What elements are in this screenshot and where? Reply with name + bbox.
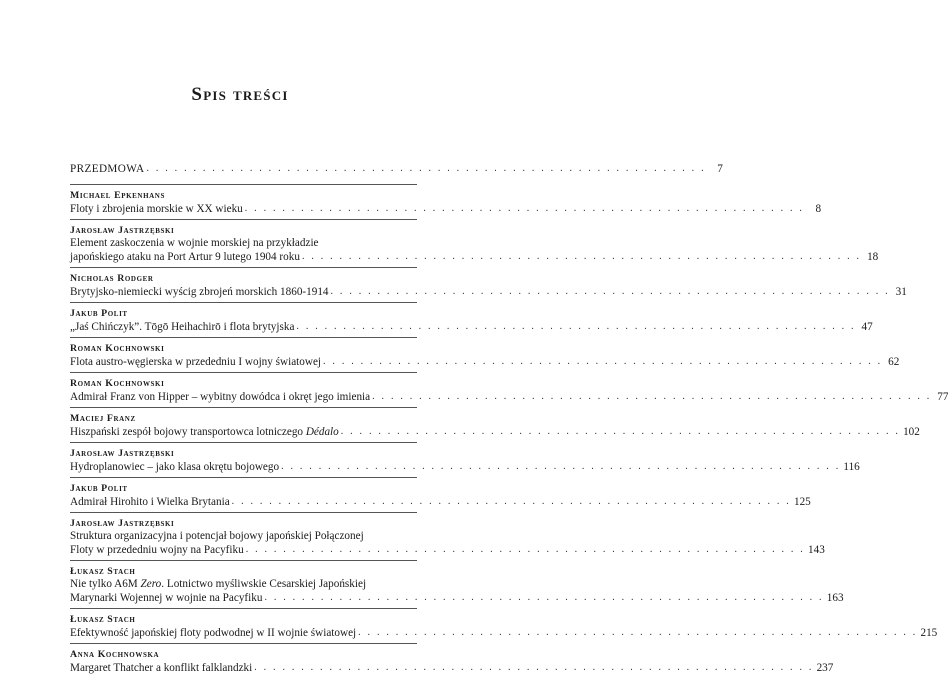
page-number: 62 — [888, 356, 900, 368]
title-line-with-page — [70, 355, 900, 369]
title-text: Nie tylko A6M — [70, 578, 141, 590]
page-number: 31 — [895, 286, 907, 298]
title-text: Marynarki Wojennej w wojnie na Pacyfiku — [70, 592, 263, 604]
toc-entry[interactable] — [70, 477, 811, 512]
title-line-with-page — [70, 543, 825, 557]
preface-label: PRZEDMOWA — [70, 163, 145, 175]
leader-dots: . . . . . . . . . . . . . . . . . . . . . . . . . . . . . . . . . . . . . . . . . . . . . . . . . . . . . . . . . . . . — [254, 662, 814, 673]
toc-entry[interactable] — [70, 184, 822, 219]
title-line-with-page — [70, 320, 873, 334]
author-name: Jarosław Jastrzębski — [70, 518, 175, 529]
entry-title — [70, 391, 372, 404]
title-text: . Lotnictwo myśliwskie Cesarskiej Japońskiej — [161, 578, 367, 590]
title-text: japońskiego ataku na Port Artur 9 lutego 1904 roku — [70, 251, 300, 263]
author-name: Maciej Franz — [70, 413, 136, 424]
toc-entry[interactable] — [70, 407, 920, 442]
entry-title — [70, 426, 341, 439]
title-line-with-page — [70, 661, 834, 675]
page-number: 237 — [816, 662, 834, 674]
title-text: Floty w przededniu wojny na Pacyfiku — [70, 544, 244, 556]
entry-title — [70, 461, 281, 474]
page-number: 7 — [717, 163, 723, 175]
page-number: 8 — [815, 203, 822, 215]
toc-entries — [70, 184, 948, 678]
title-line-with-page — [70, 591, 844, 605]
leader-dots: . . . . . . . . . . . . . . . . . . . . . . . . . . . . . . . . . . . . . . . . . . . . . . . . . . . . . . . . . . . . — [296, 321, 856, 332]
author-name: Jarosław Jastrzębski — [70, 225, 175, 236]
title-line: Struktura organizacyjna i potencjał bojowy japońskiej Połączonej — [70, 530, 364, 542]
toc-entry[interactable] — [70, 372, 948, 407]
author-name: Jakub Polit — [70, 483, 128, 494]
author-name: Jarosław Jastrzębski — [70, 448, 175, 459]
title-text: Margaret Thatcher a konflikt falklandzki — [70, 662, 253, 674]
toc-entry[interactable] — [70, 337, 900, 372]
title-text: Admirał Franz von Hipper – wybitny dowódca i okręt jego imienia — [70, 391, 371, 403]
page-number: 77 — [937, 391, 948, 403]
entry-title — [70, 251, 302, 264]
leader-dots: . . . . . . . . . . . . . . . . . . . . . . . . . . . . . . . . . . . . . . . . . . . . . . . . . . . . . . . . . . . . — [244, 203, 805, 214]
page-number: 102 — [903, 426, 920, 438]
title-line-with-page — [70, 495, 811, 509]
leader-dots: . . . . . . . . . . . . . . . . . . . . . . . . . . . . . . . . . . . . . . . . . . . . . . . . . . . . . . . . . . . . — [358, 627, 918, 638]
page-number: 47 — [861, 321, 873, 333]
leader-dots: . . . . . . . . . . . . . . . . . . . . . . . . . . . . . . . . . . . . . . . . . . . . . . . . . . . . . . . . . . . . — [330, 286, 890, 297]
toc-entry[interactable] — [70, 442, 860, 477]
title-italic: Zero — [140, 578, 162, 590]
leader-dots: . . . . . . . . . . . . . . . . . . . . . . . . . . . . . . . . . . . . . . . . . . . . . . . . . . . . . . . . . . . . — [146, 163, 706, 174]
toc-entry[interactable] — [70, 302, 873, 337]
entry-title — [70, 203, 245, 216]
toc-entry[interactable] — [70, 219, 879, 267]
title-text: Admirał Hirohito i Wielka Brytania — [70, 496, 230, 508]
entry-title — [70, 286, 331, 299]
leader-dots: . . . . . . . . . . . . . . . . . . . . . . . . . . . . . . . . . . . . . . . . . . . . . . . . . . . . . . . . . . . . — [281, 461, 841, 472]
title-line-with-page — [70, 390, 948, 404]
entry-title — [70, 662, 254, 675]
title-text: Brytyjsko-niemiecki wyścig zbrojeń morskich 1860-1914 — [70, 286, 329, 298]
page-number: 125 — [793, 496, 811, 508]
title-text: Efektywność japońskiej floty podwodnej w II wojnie światowej — [70, 627, 357, 639]
title-line-with-page — [70, 250, 879, 264]
toc-entry[interactable] — [70, 267, 907, 302]
title-text: Floty i zbrojenia morskie w XX wieku — [70, 203, 243, 215]
toc-entry[interactable] — [70, 643, 834, 678]
entry-title — [70, 544, 246, 557]
entry-title — [70, 592, 264, 605]
toc-preface[interactable] — [70, 162, 723, 176]
page-number: 143 — [808, 544, 825, 556]
page-number: 116 — [843, 461, 860, 473]
title-line-with-page — [70, 626, 938, 640]
title-line-with-page — [70, 202, 822, 216]
entry-title — [70, 321, 296, 334]
entry-title — [70, 627, 358, 640]
leader-dots: . . . . . . . . . . . . . . . . . . . . . . . . . . . . . . . . . . . . . . . . . . . . . . . . . . . . . . . . . . . . — [340, 426, 901, 437]
author-name: Łukasz Stach — [70, 614, 136, 625]
title-text: Hiszpański zespół bojowy transportowca lotniczego — [70, 426, 304, 438]
page-number: 215 — [920, 627, 938, 639]
page-number: 163 — [826, 592, 844, 604]
author-name: Jakub Polit — [70, 308, 128, 319]
author-name: Nicholas Rodger — [70, 273, 154, 284]
toc-entry[interactable] — [70, 512, 825, 560]
page-number: 18 — [867, 251, 879, 263]
toc-entry[interactable] — [70, 560, 844, 608]
entry-title — [70, 496, 232, 509]
table-of-contents — [70, 162, 948, 678]
title-line: Element zaskoczenia w wojnie morskiej na przykładzie — [70, 237, 319, 249]
title-text: Hydroplanowiec – jako klasa okrętu bojowego — [70, 461, 280, 473]
title-text: Flota austro-węgierska w przededniu I wojny światowej — [70, 356, 322, 368]
author-name: Anna Kochnowska — [70, 649, 160, 660]
author-name: Michael Epkenhans — [70, 190, 165, 201]
leader-dots: . . . . . . . . . . . . . . . . . . . . . . . . . . . . . . . . . . . . . . . . . . . . . . . . . . . . . . . . . . . . — [231, 496, 791, 507]
title-text: „Jaś Chińczyk”. Tōgō Heihachirō i flota brytyjska — [70, 321, 295, 333]
page-title: Spis treści — [191, 84, 289, 105]
title-line — [70, 578, 417, 591]
leader-dots: . . . . . . . . . . . . . . . . . . . . . . . . . . . . . . . . . . . . . . . . . . . . . . . . . . . . . . . . . . . . — [301, 251, 862, 262]
author-name: Roman Kochnowski — [70, 343, 165, 354]
leader-dots: . . . . . . . . . . . . . . . . . . . . . . . . . . . . . . . . . . . . . . . . . . . . . . . . . . . . . . . . . . . . — [372, 391, 932, 402]
title-line-with-page — [70, 285, 907, 299]
author-name: Łukasz Stach — [70, 566, 136, 577]
title-line-with-page — [70, 425, 920, 439]
leader-dots: . . . . . . . . . . . . . . . . . . . . . . . . . . . . . . . . . . . . . . . . . . . . . . . . . . . . . . . . . . . . — [323, 356, 883, 367]
leader-dots: . . . . . . . . . . . . . . . . . . . . . . . . . . . . . . . . . . . . . . . . . . . . . . . . . . . . . . . . . . . . — [245, 544, 805, 555]
title-line-with-page — [70, 460, 860, 474]
leader-dots: . . . . . . . . . . . . . . . . . . . . . . . . . . . . . . . . . . . . . . . . . . . . . . . . . . . . . . . . . . . . — [264, 592, 824, 603]
toc-entry[interactable] — [70, 608, 938, 643]
title-italic: Dédalo — [305, 426, 339, 438]
entry-title — [70, 356, 323, 369]
author-name: Roman Kochnowski — [70, 378, 165, 389]
